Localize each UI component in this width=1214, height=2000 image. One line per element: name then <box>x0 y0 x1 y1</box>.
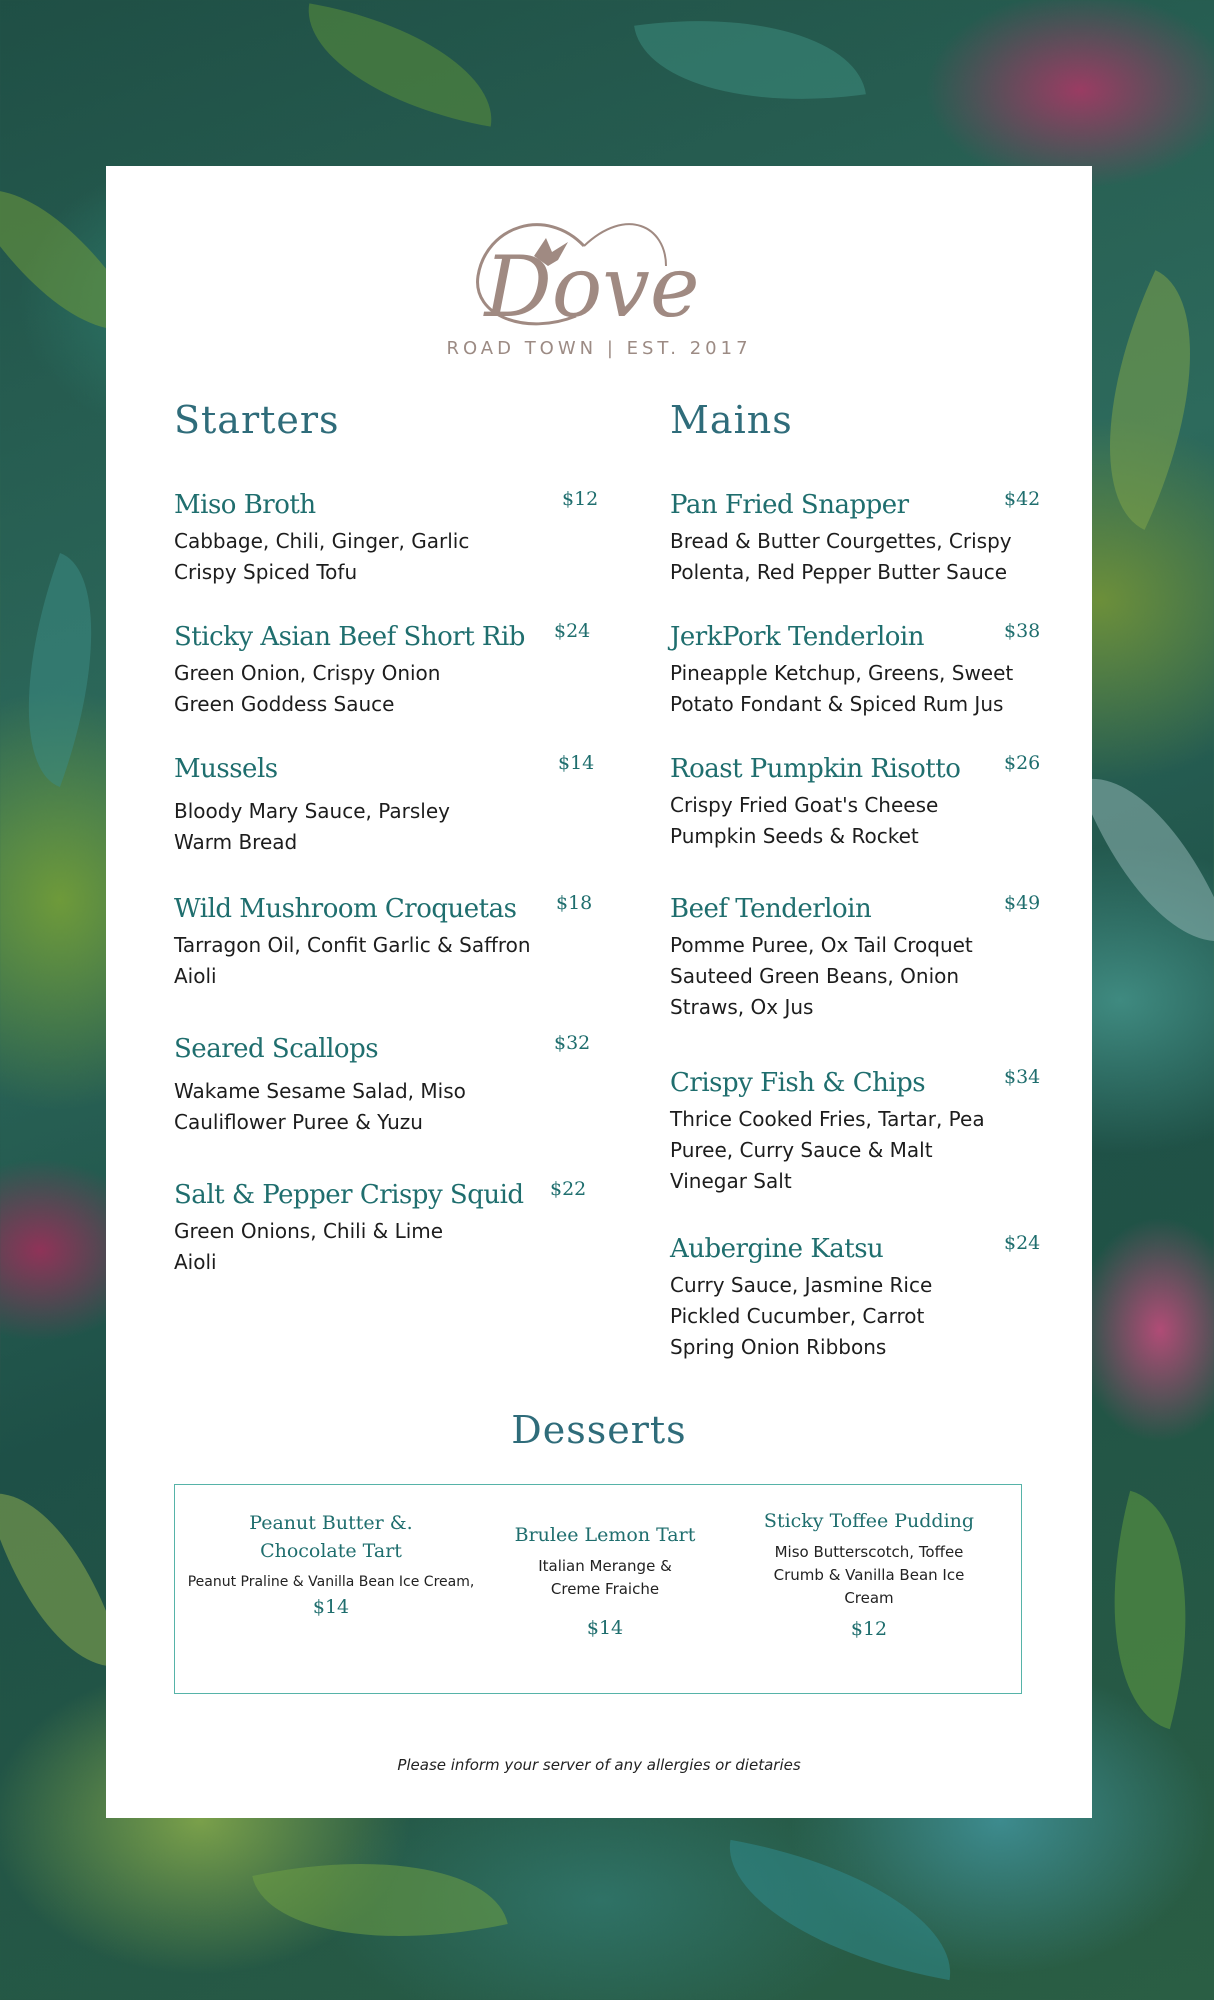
item-price: $32 <box>554 1032 591 1054</box>
item-price: $42 <box>1004 488 1041 510</box>
item-description: Tarragon Oil, Confit Garlic & Saffron Aioli <box>174 933 531 988</box>
dessert-name: Brulee Lemon Tart <box>514 1524 696 1546</box>
item-name: Roast Pumpkin Risotto <box>670 754 961 784</box>
desserts-box <box>174 1484 1022 1694</box>
allergy-note: Please inform your server of any allergies or dietaries <box>397 1756 801 1774</box>
item-description: Cabbage, Chili, Ginger, Garlic Crispy Spiced Tofu <box>174 529 470 584</box>
item-description: Green Onion, Crispy Onion Green Goddess Sauce <box>174 661 441 716</box>
menu-card <box>106 166 1092 1818</box>
dove-logo-icon <box>106 186 1092 336</box>
dessert-name: Peanut Butter &. Chocolate Tart <box>249 1512 413 1562</box>
item-description: Wakame Sesame Salad, Miso Cauliflower Puree & Yuzu <box>174 1079 466 1134</box>
item-price: $24 <box>1004 1232 1041 1254</box>
starters-title: Starters <box>174 398 340 442</box>
dessert-name: Sticky Toffee Pudding <box>763 1510 975 1532</box>
item-description: Bloody Mary Sauce, Parsley Warm Bread <box>174 799 450 854</box>
item-price: $18 <box>556 892 593 914</box>
item-name: Sticky Asian Beef Short Rib <box>174 622 525 652</box>
item-description: Green Onions, Chili & Lime Aioli <box>174 1219 444 1274</box>
item-description: Thrice Cooked Fries, Tartar, Pea Puree, Curry Sauce & Malt Vinegar Salt <box>670 1107 985 1193</box>
logo <box>106 186 1092 396</box>
item-price: $24 <box>554 620 591 642</box>
item-price: $49 <box>1004 892 1041 914</box>
item-description: Pineapple Ketchup, Greens, Sweet Potato Fondant & Spiced Rum Jus <box>670 661 1014 716</box>
dessert-price: $12 <box>850 1618 888 1640</box>
dessert-item <box>757 1507 981 1640</box>
dessert-item <box>505 1521 705 1639</box>
item-name: Beef Tenderloin <box>670 894 872 924</box>
item-description: Pomme Puree, Ox Tail Croquet Sauteed Green Beans, Onion Straws, Ox Jus <box>670 933 973 1019</box>
item-description: Bread & Butter Courgettes, Crispy Polenta, Red Pepper Butter Sauce <box>670 529 1012 584</box>
item-price: $26 <box>1004 752 1041 774</box>
item-name: Wild Mushroom Croquetas <box>174 894 517 924</box>
tagline: ROAD TOWN | EST. 2017 <box>446 338 752 359</box>
item-name: Mussels <box>174 754 278 784</box>
item-price: $22 <box>550 1178 587 1200</box>
item-price: $38 <box>1004 620 1041 642</box>
item-price: $14 <box>558 752 595 774</box>
item-description: Crispy Fried Goat's Cheese Pumpkin Seeds & Rocket <box>670 793 939 848</box>
mains-title: Mains <box>670 398 793 442</box>
item-name: Crispy Fish & Chips <box>670 1068 926 1098</box>
desserts-title: Desserts <box>511 1408 687 1452</box>
dessert-description: Peanut Praline & Vanilla Bean Ice Cream, <box>187 1574 475 1590</box>
item-price: $12 <box>562 488 599 510</box>
item-name: Aubergine Katsu <box>670 1234 884 1264</box>
dessert-price: $14 <box>312 1596 350 1618</box>
item-name: Seared Scallops <box>174 1034 379 1064</box>
item-name: Pan Fried Snapper <box>670 490 909 520</box>
dessert-price: $14 <box>586 1617 624 1639</box>
item-name: JerkPork Tenderloin <box>670 622 924 652</box>
item-description: Curry Sauce, Jasmine Rice Pickled Cucumber, Carrot Spring Onion Ribbons <box>670 1273 933 1359</box>
dessert-description: Italian Merange & Creme Fraiche <box>538 1557 672 1598</box>
dessert-item <box>181 1509 481 1618</box>
logo-text: Dove <box>484 238 700 336</box>
item-name: Miso Broth <box>174 490 316 520</box>
item-name: Salt & Pepper Crispy Squid <box>174 1180 524 1210</box>
dessert-description: Miso Butterscotch, Toffee Crumb & Vanilla Bean Ice Cream <box>773 1543 965 1607</box>
item-price: $34 <box>1004 1066 1041 1088</box>
